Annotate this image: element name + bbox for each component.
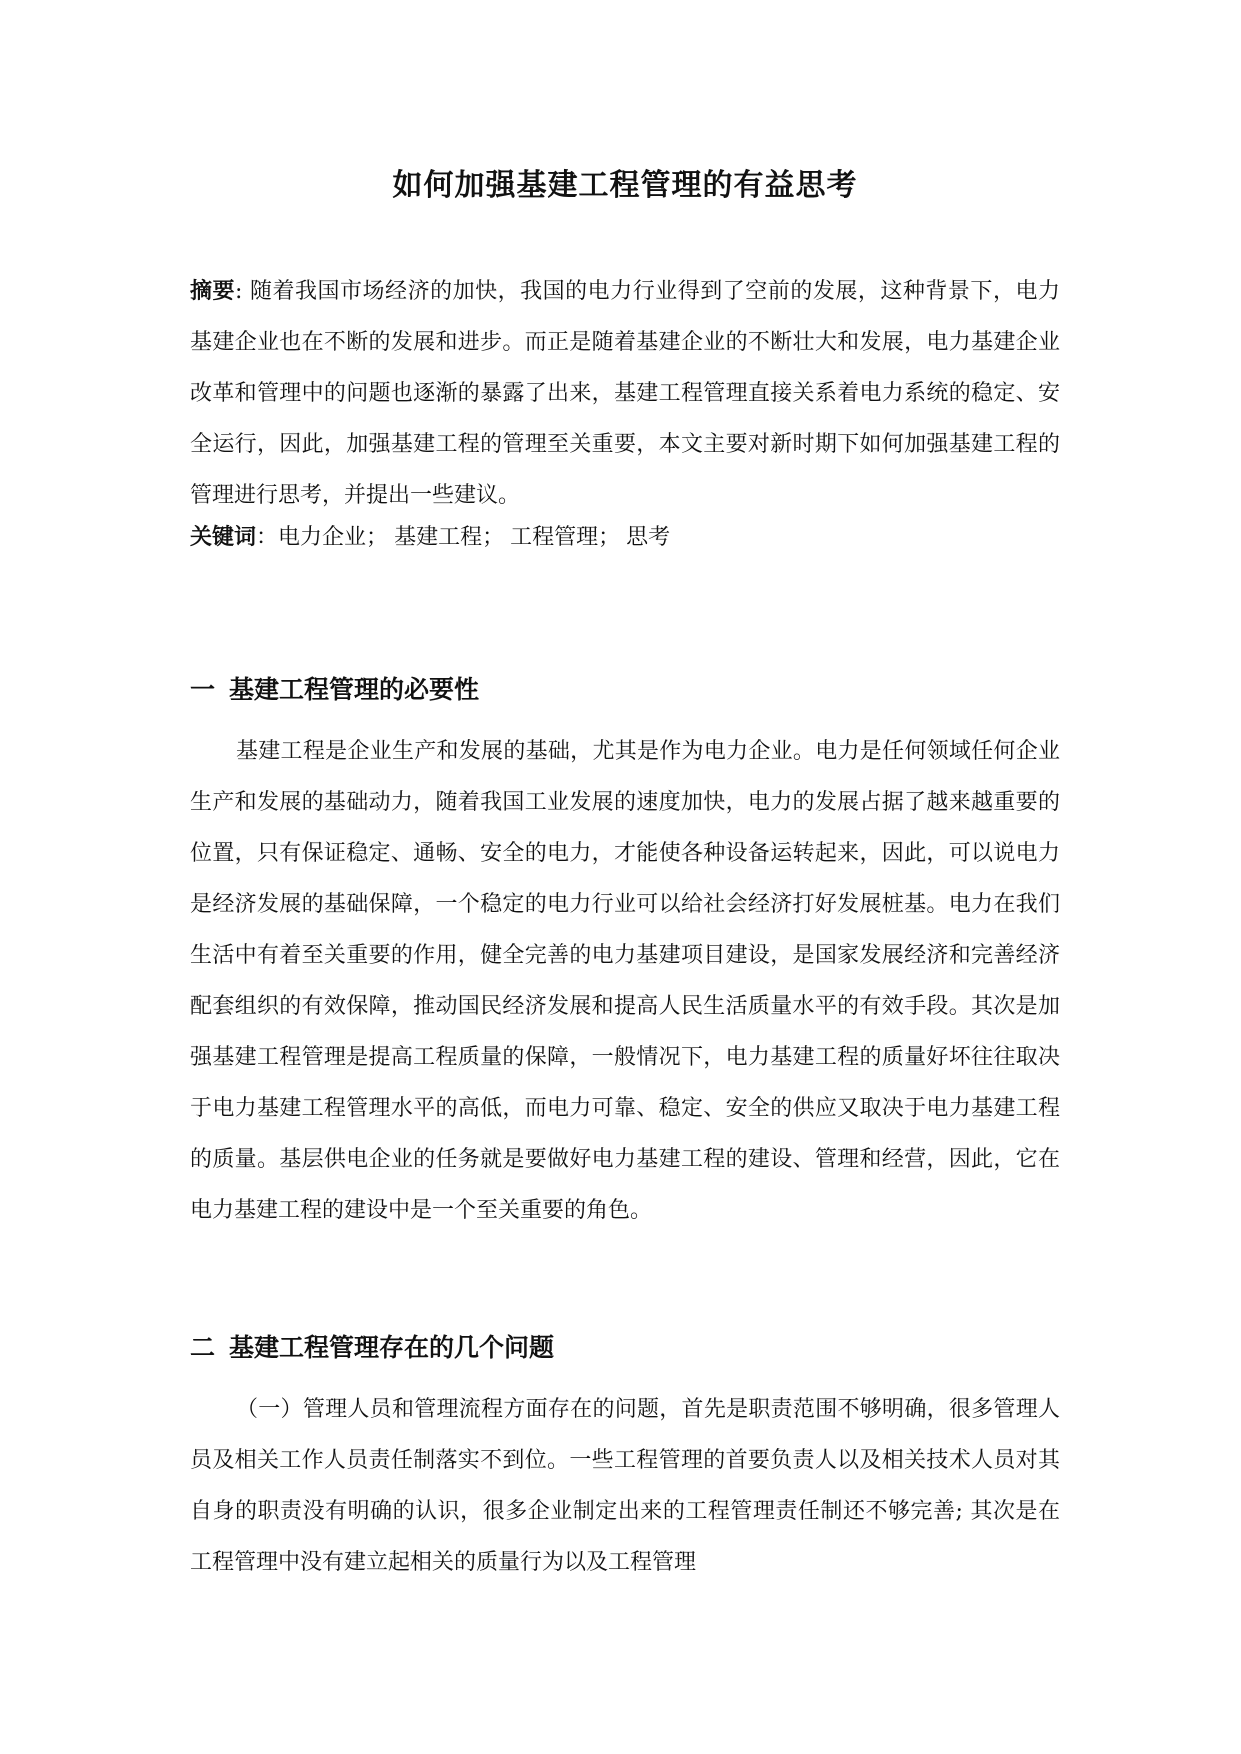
section-heading [190, 1328, 554, 1364]
section-heading-text: 基建工程管理的必要性 [229, 675, 480, 704]
section-heading-text: 基建工程管理存在的几个问题 [229, 1333, 555, 1362]
keyword-separator: ； [598, 525, 621, 550]
keywords-colon: ： [256, 525, 279, 550]
keyword-separator: ； [482, 525, 505, 550]
keyword-item: 电力企业 [278, 525, 367, 550]
keyword-separator: ； [366, 525, 389, 550]
abstract-text: 随着我国市场经济的加快，我国的电力行业得到了空前的发展，这种背景下，电力基建企业也在不断的发展和进步。而正是随着基建企业的不断壮大和发展，电力基建企业改革和管理中的问题也逐渐的暴露了出来，基建工程管理直接关系着电力系统的稳定、安全运行，因此，加强基建工程的管理至关重要，本文主要对新时期下如何加强基建工程的管理进行思考，并提出一些建议。 [190, 279, 1060, 508]
section-number: 二 [190, 1333, 216, 1362]
abstract-colon: : [235, 279, 243, 304]
document-title: 如何加强基建工程管理的有益思考 [392, 168, 858, 203]
section-heading [190, 670, 479, 706]
keywords-label: 关键词 [190, 525, 257, 550]
document-page [190, 0, 1060, 1754]
keywords [190, 512, 1060, 563]
section-paragraph: （一）管理人员和管理流程方面存在的问题，首先是职责范围不够明确，很多管理人员及相关工作人员责任制落实不到位。一些工程管理的首要负责人以及相关技术人员对其自身的职责没有明确的认识，很多企业制定出来的工程管理责任制还不够完善; 其次是在工程管理中没有建立起相关的质量行为以及工程管理 [190, 1397, 1060, 1575]
keyword-item: 基建工程 [394, 525, 483, 550]
abstract-label: 摘要 [190, 279, 236, 304]
keyword-item: 工程管理 [510, 525, 599, 550]
section-number: 一 [190, 675, 216, 704]
keyword-item: 思考 [626, 525, 671, 550]
section-paragraph: 基建工程是企业生产和发展的基础，尤其是作为电力企业。电力是任何领域任何企业生产和发展的基础动力，随着我国工业发展的速度加快，电力的发展占据了越来越重要的位置，只有保证稳定、通畅、安全的电力，才能使各种设备运转起来，因此，可以说电力是经济发展的基础保障，一个稳定的电力行业可以给社会经济打好发展桩基。电力在我们生活中有着至关重要的作用，健全完善的电力基建项目建设，是国家发展经济和完善经济配套组织的有效保障，推动国民经济发展和提高人民生活质量水平的有效手段。其次是加强基建工程管理是提高工程质量的保障，一般情况下，电力基建工程的质量好坏往往取决于电力基建工程管理水平的高低，而电力可靠、稳定、安全的供应又取决于电力基建工程的质量。基层供电企业的任务就是要做好电力基建工程的建设、管理和经营，因此，它在电力基建工程的建设中是一个至关重要的角色。 [190, 739, 1060, 1223]
abstract [190, 266, 1060, 521]
